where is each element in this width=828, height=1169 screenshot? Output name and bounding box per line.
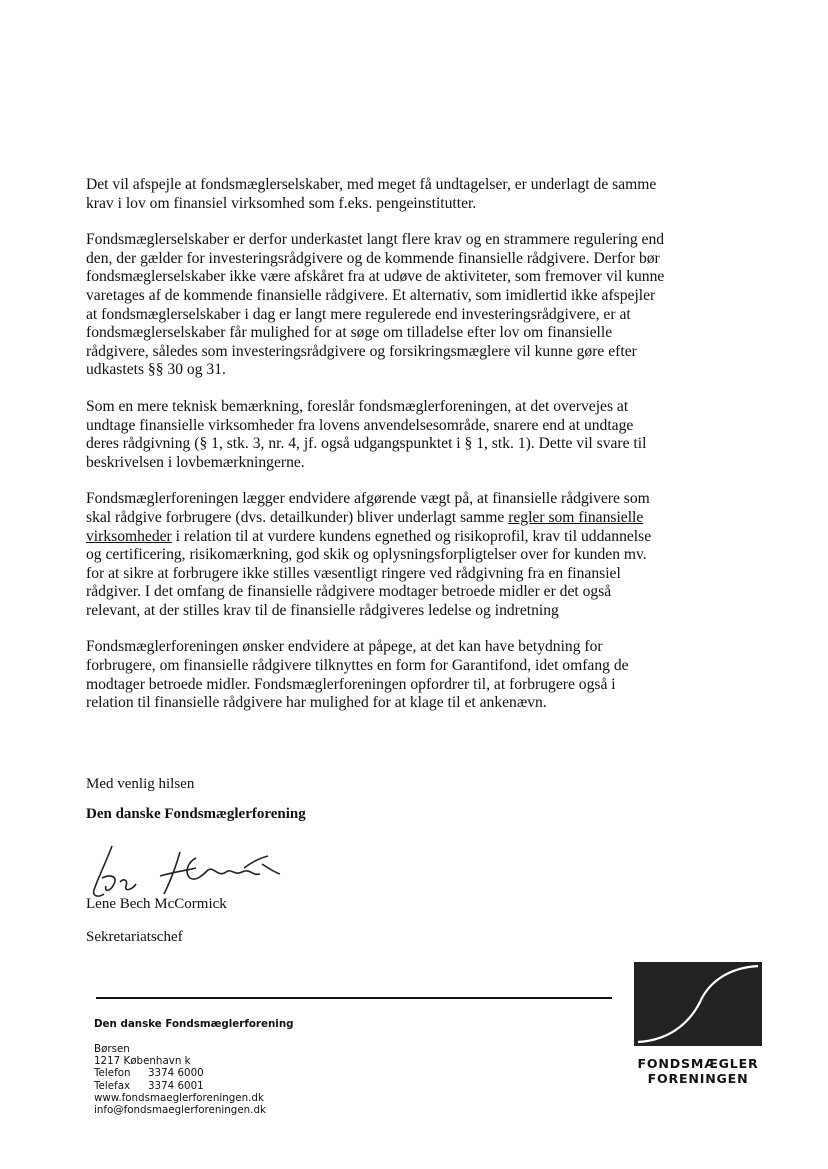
logo-wordmark [634,1056,762,1086]
closing-organization: Den danske Fondsmæglerforening [86,806,306,822]
underlined-phrase: regler som finansielle virksomheder [86,508,644,545]
address-line-1: Børsen [94,1043,130,1055]
letter-body [86,176,666,731]
greeting: Med venlig hilsen [86,776,195,792]
fax-row [94,1080,266,1092]
phone-label: Telefon [94,1067,131,1080]
logo-line-1: FONDSMÆGLER [637,1056,759,1071]
logo-mark-icon [634,962,762,1046]
paragraph-4-end: i relation til at vurdere kundens egnethed og risikoprofil, krav til uddannelse og certificering, risikomærkning, god skik og oplysningsforpligtelser over for kunden mv. for at sikre at forbrugere ikke stilles væsentligt ringere ved rådgivning fra en finansiel rådgiver. I det omfang de finansielle rådgivere modtager betroede midler er det også relevant, at der stilles krav til de finansielle rådgiveres ledelse og indretning [86,527,652,619]
email: info@fondsmaeglerforeningen.dk [94,1104,266,1117]
fondsmaegler-logo [634,962,762,1086]
fax-label: Telefax [94,1079,131,1092]
fax-number: 3374 6001 [148,1079,204,1092]
footer-organization: Den danske Fondsmæglerforening [94,1018,294,1030]
paragraph-4 [86,490,666,620]
paragraph-4-start: Fondsmæglerforeningen lægger endvidere afgørende vægt på, at finansielle rådgivere som skal rådgive forbrugere (dvs. detailkunder) bliver underlagt samme [86,490,650,526]
paragraph-5: Fondsmæglerforeningen ønsker endvidere at påpege, at det kan have betydning for forbrugere, om finansielle rådgivere tilknyttes en form for Garantifond, idet omfang de modtager betroede midler. Fondsmæglerforeningen opfordrer til, at forbrugere også i relation til finansielle rådgivere har mulighed for at klage til et ankenævn. [86,638,629,712]
paragraph-1: Det vil afspejle at fondsmæglerselskaber, med meget få undtagelser, er underlagt de samme krav i lov om finansiel virksomhed som f.eks. pengeinstitutter. [86,176,657,212]
paragraph-2: Fondsmæglerselskaber er derfor underkastet langt flere krav og en strammere regulering end den, der gælder for investeringsrådgivere og de kommende finansielle rådgivere. Derfor bør fondsmæglerselskaber ikke være afskåret fra at udøve de aktiviteter, som fremover vil kunne varetages af de kommende finansielle rådgivere. Et alternativ, som imidlertid ikke afspejler at fondsmæglerselskaber i dag er langt mere regulerede end investeringsrådgivere, er at fondsmæglerselskaber får mulighed for at søge om tilladelse efter lov om finansielle rådgivere, således som investeringsrådgivere og forsikringsmæglere vil kunne gøre efter udkastets §§ 30 og 31. [86,231,665,379]
signer-name: Lene Bech McCormick [86,896,227,912]
logo-line-2: FORENINGEN [647,1071,749,1086]
phone-number: 3374 6000 [148,1067,204,1080]
paragraph-3: Som en mere teknisk bemærkning, foreslår fondsmæglerforeningen, at det overvejes at undtage finansielle virksomheder fra lovens anvendelsesområde, snarere end at undtage deres rådgivning (§ 1, stk. 3, nr. 4, jf. også udgangspunktet i § 1, stk. 1). Dette vil svare til beskrivelsen i lovbemærkningerne. [86,397,647,471]
website: www.fondsmaeglerforeningen.dk [94,1091,264,1104]
footer-divider [96,997,612,999]
address-line-2: 1217 København k [94,1055,191,1068]
footer-contact [94,1043,266,1116]
signer-title: Sekretariatschef [86,929,183,945]
phone-row [94,1067,266,1079]
